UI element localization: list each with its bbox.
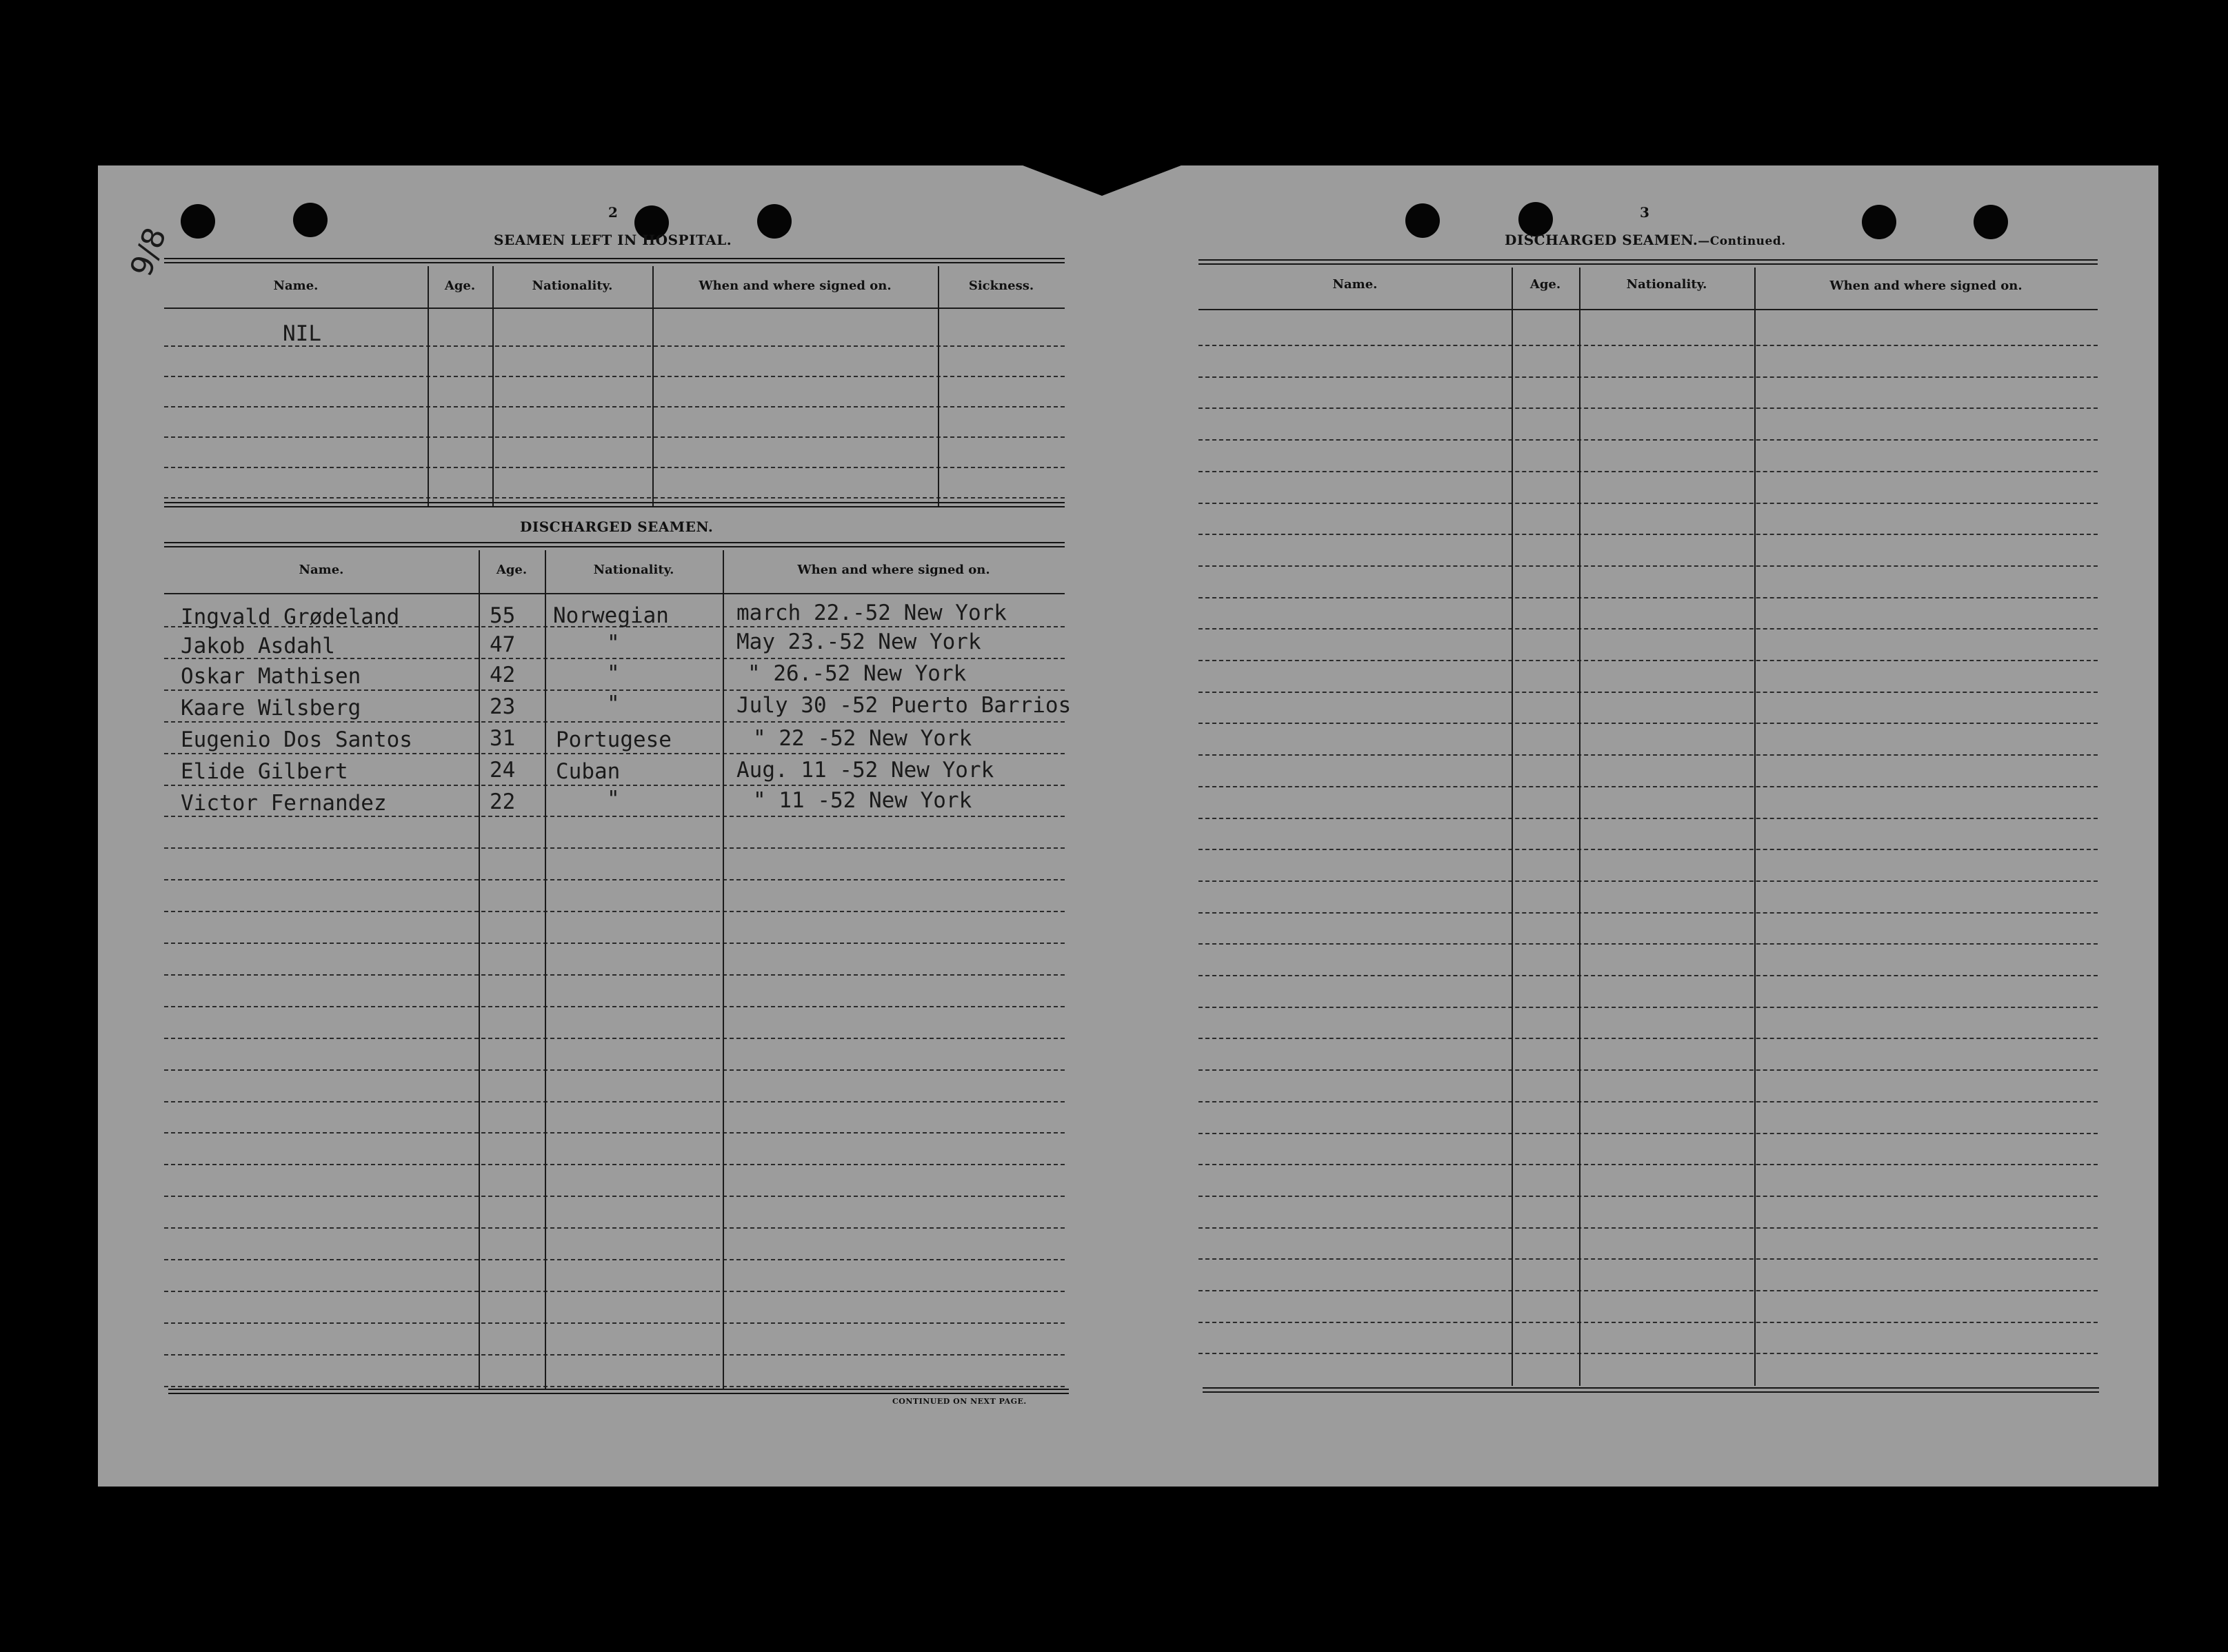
ruled-line <box>1198 1038 2098 1039</box>
ruled-line <box>164 1227 1065 1229</box>
ruled-line <box>164 1196 1065 1197</box>
ruled-line <box>1198 849 2098 850</box>
handwritten-mark: 9/8 <box>123 223 174 281</box>
continued-header-rule <box>1198 309 2098 310</box>
hospital-rule <box>164 467 1065 468</box>
ruled-line <box>1198 660 2098 661</box>
ruled-line <box>1198 1133 2098 1134</box>
discharged-table-top-rule <box>164 542 1065 547</box>
ruled-line <box>1198 1227 2098 1229</box>
seaman-name: Kaare Wilsberg <box>181 696 361 721</box>
hospital-col-signed-on: When and where signed on. <box>699 279 892 293</box>
continued-table-bottom-rule <box>1203 1387 2099 1393</box>
right-section-title-suffix: —Continued. <box>1698 234 1786 248</box>
ruled-line <box>1198 471 2098 472</box>
discharged-col-name: Name. <box>299 563 344 577</box>
right-section-title-text: DISCHARGED SEAMEN. <box>1505 232 1698 248</box>
seaman-age: 55 <box>490 603 516 628</box>
hospital-header-rule <box>164 308 1065 309</box>
hospital-col-divider <box>652 266 654 506</box>
ruled-line <box>1198 1322 2098 1323</box>
ruled-line <box>1198 407 2098 409</box>
seaman-signed-on: Aug. 11 -52 New York <box>736 758 994 783</box>
punch-hole <box>1974 205 2008 239</box>
continued-col-name: Name. <box>1332 277 1378 292</box>
left-page-number: 2 <box>608 204 618 221</box>
seaman-nationality: " <box>607 692 620 716</box>
seaman-age: 22 <box>490 789 516 814</box>
hospital-table-bottom-rule <box>164 502 1065 507</box>
continued-col-divider <box>1579 268 1580 1386</box>
seaman-name: Victor Fernandez <box>181 791 387 816</box>
ruled-line <box>164 1354 1065 1356</box>
ruled-line <box>1198 880 2098 882</box>
seaman-name: Eugenio Dos Santos <box>181 727 412 752</box>
continued-col-divider <box>1512 268 1513 1386</box>
seaman-age: 31 <box>490 726 516 751</box>
hospital-col-sickness: Sickness. <box>968 279 1034 293</box>
continued-col-age: Age. <box>1529 277 1561 292</box>
seaman-signed-on: May 23.-52 New York <box>736 629 981 654</box>
seaman-nationality: Cuban <box>556 759 621 784</box>
hospital-rule <box>164 406 1065 407</box>
seaman-age: 24 <box>490 758 516 783</box>
ruled-line <box>1198 818 2098 819</box>
seaman-signed-on: " 22 -52 New York <box>753 726 972 751</box>
paper-notch <box>1019 164 1185 196</box>
ruled-line <box>1198 1069 2098 1071</box>
discharged-col-signed-on: When and where signed on. <box>797 563 990 577</box>
document-paper <box>98 165 2158 1487</box>
ruled-line <box>164 753 1065 754</box>
punch-hole <box>1405 203 1440 238</box>
ruled-line <box>164 1132 1065 1134</box>
ruled-line <box>1198 912 2098 914</box>
ruled-line <box>164 1291 1065 1292</box>
right-page-number: 3 <box>1640 204 1649 221</box>
hospital-col-nationality: Nationality. <box>532 279 613 293</box>
continued-table-top-rule <box>1198 259 2098 265</box>
discharged-col-divider <box>545 550 546 1389</box>
ruled-line <box>1198 503 2098 504</box>
ruled-line <box>1198 628 2098 629</box>
ruled-line <box>1198 1196 2098 1197</box>
ruled-line <box>164 1164 1065 1165</box>
ruled-line <box>1198 723 2098 724</box>
ruled-line <box>1198 1353 2098 1354</box>
ruled-line <box>164 1069 1065 1071</box>
ruled-line <box>1198 943 2098 945</box>
discharged-col-divider <box>479 550 480 1389</box>
seaman-age: 42 <box>490 663 516 687</box>
ruled-line <box>164 1006 1065 1007</box>
hospital-col-age: Age. <box>444 279 476 293</box>
hospital-table-top-rule <box>164 258 1065 263</box>
seaman-name: Oskar Mathisen <box>181 664 361 689</box>
seaman-nationality: Norwegian <box>553 603 669 628</box>
seaman-signed-on: " 11 -52 New York <box>753 788 972 813</box>
seaman-nationality: Portugese <box>556 727 672 752</box>
ruled-line <box>1198 345 2098 346</box>
punch-hole <box>181 204 215 239</box>
punch-hole <box>1862 205 1896 239</box>
seaman-nationality: " <box>607 787 620 812</box>
seaman-nationality: " <box>607 661 620 686</box>
hospital-rule <box>164 376 1065 377</box>
continued-note: CONTINUED ON NEXT PAGE. <box>892 1397 1027 1406</box>
hospital-entry-nil: NIL <box>283 321 321 346</box>
ruled-line <box>164 1322 1065 1324</box>
ruled-line <box>1198 754 2098 756</box>
ruled-line <box>164 847 1065 849</box>
discharged-col-nationality: Nationality. <box>593 563 674 577</box>
seaman-nationality: " <box>607 631 620 656</box>
punch-hole <box>293 203 328 237</box>
continued-col-signed-on: When and where signed on. <box>1829 279 2023 293</box>
seaman-name: Jakob Asdahl <box>181 634 335 658</box>
ruled-line <box>1198 1007 2098 1008</box>
discharged-col-divider <box>723 550 724 1389</box>
seaman-age: 23 <box>490 694 516 719</box>
ruled-line <box>1198 1101 2098 1102</box>
hospital-col-name: Name. <box>273 279 319 293</box>
ruled-line <box>164 879 1065 880</box>
ruled-line <box>1198 439 2098 441</box>
seaman-signed-on: march 22.-52 New York <box>736 601 1007 625</box>
punch-hole <box>757 204 792 239</box>
discharged-table-bottom-rule <box>168 1389 1069 1394</box>
seaman-signed-on: July 30 -52 Puerto Barrios <box>736 693 1072 718</box>
ruled-line <box>164 785 1065 786</box>
ruled-line <box>1198 975 2098 976</box>
discharged-section-title: DISCHARGED SEAMEN. <box>520 518 714 535</box>
ruled-line <box>1198 565 2098 567</box>
hospital-rule <box>164 436 1065 438</box>
ruled-line <box>164 1038 1065 1039</box>
hospital-col-divider <box>492 266 494 506</box>
ruled-line <box>164 1386 1065 1387</box>
ruled-line <box>1198 534 2098 535</box>
ruled-line <box>164 721 1065 723</box>
hospital-col-divider <box>938 266 939 506</box>
hospital-section-title: SEAMEN LEFT IN HOSPITAL. <box>494 232 732 248</box>
ruled-line <box>1198 692 2098 693</box>
seaman-signed-on: " 26.-52 New York <box>747 661 967 686</box>
ruled-line <box>164 943 1065 944</box>
ruled-line <box>1198 1164 2098 1165</box>
continued-col-divider <box>1754 268 1756 1386</box>
ruled-line <box>164 1101 1065 1102</box>
discharged-header-rule <box>164 593 1065 594</box>
seaman-age: 47 <box>490 632 516 657</box>
ruled-line <box>1198 376 2098 378</box>
hospital-rule <box>164 497 1065 498</box>
ruled-line <box>1198 1290 2098 1291</box>
right-section-title <box>1505 232 1786 248</box>
ruled-line <box>1198 786 2098 787</box>
ruled-line <box>164 816 1065 817</box>
ruled-line <box>164 974 1065 976</box>
seaman-name: Ingvald Grødeland <box>181 605 400 629</box>
ruled-line <box>1198 597 2098 598</box>
ruled-line <box>1198 1258 2098 1260</box>
discharged-col-age: Age. <box>496 563 528 577</box>
hospital-col-divider <box>428 266 429 506</box>
continued-col-nationality: Nationality. <box>1626 277 1707 292</box>
seaman-name: Elide Gilbert <box>181 759 348 784</box>
ruled-line <box>164 689 1065 691</box>
ruled-line <box>164 911 1065 912</box>
ruled-line <box>164 1259 1065 1260</box>
